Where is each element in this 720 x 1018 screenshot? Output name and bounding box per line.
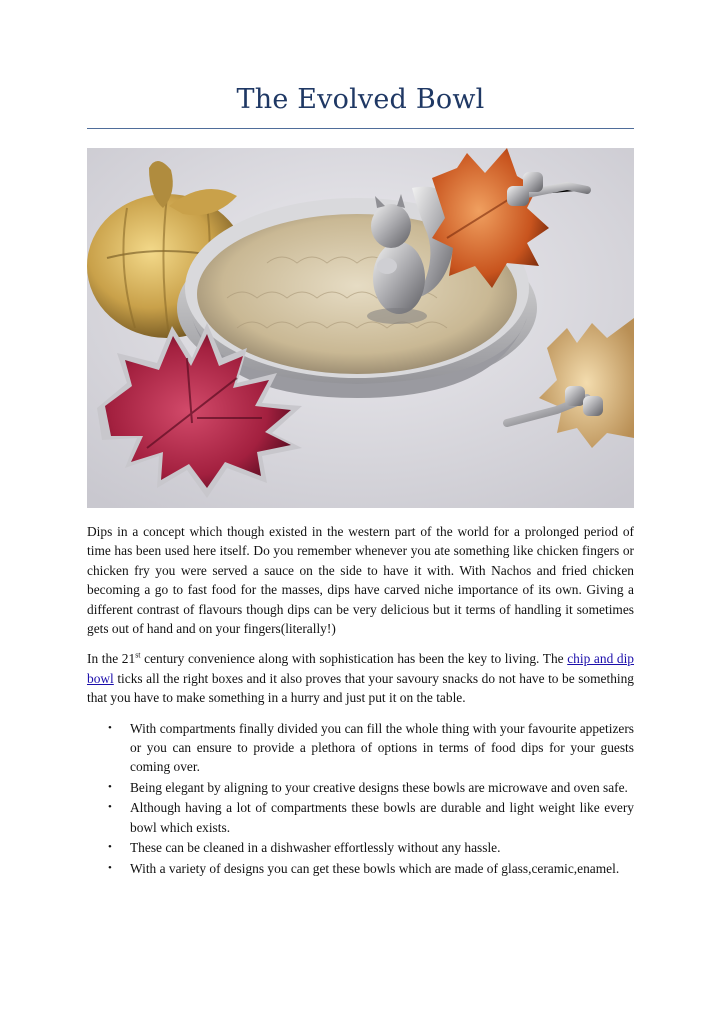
paragraph-text: In the 21 (87, 651, 136, 667)
list-item-text: With compartments finally divided you can fill the whole thing with your favourite appetizers or you can ensure to provide a plethora of options in terms of food dips for your guests coming over. (130, 720, 634, 775)
product-photo (87, 148, 634, 508)
list-item (87, 859, 634, 878)
list-item (87, 838, 634, 857)
bullet-icon: • (108, 841, 112, 854)
list-item-text: Although having a lot of compartments these bowls are durable and light weight like every bowl which exists. (130, 800, 634, 835)
chip-and-dip-bowl-link[interactable]: chip and dip bowl (87, 651, 635, 686)
list-item (87, 798, 634, 837)
title-divider (87, 128, 634, 129)
list-item-text: These can be cleaned in a dishwasher effortlessly without any hassle. (130, 840, 501, 856)
article-body (87, 522, 634, 879)
bullet-icon: • (108, 721, 112, 734)
bullet-icon: • (108, 780, 112, 793)
list-item-text: Being elegant by aligning to your creative designs these bowls are microwave and oven safe. (130, 779, 628, 795)
paragraph-text: ticks all the right boxes and it also proves that your savoury snacks do not have to be something that you have to make something in a hurry and just put it on the table. (87, 670, 634, 706)
paragraph-convenience (87, 649, 634, 707)
paragraph-intro: Dips in a concept which though existed in the western part of the world for a prolonged period of time has been used here itself. Do you remember whenever you ate something like chicken fingers or chicken fry you were served a sauce on the side to have it with. With Nachos and fried chicken becoming a go to fast food for the masses, dips have carved niche importance of its own. Giving a different contrast of flavours though dips can be very delicious but it terms of handling it sometimes gets out of hand and on your fingers(literally!) (87, 524, 634, 637)
bullet-icon: • (108, 801, 112, 814)
bullet-icon: • (108, 861, 112, 874)
paragraph-text: century convenience along with sophistication has been the key to living. The (140, 651, 568, 667)
list-item (87, 778, 634, 797)
bowls-illustration (87, 148, 634, 508)
ordinal-suffix: st (135, 650, 141, 660)
list-item-text: With a variety of designs you can get these bowls which are made of glass,ceramic,enamel. (130, 860, 620, 876)
feature-list (87, 719, 634, 878)
page-title: The Evolved Bowl (236, 84, 485, 115)
list-item (87, 719, 634, 777)
